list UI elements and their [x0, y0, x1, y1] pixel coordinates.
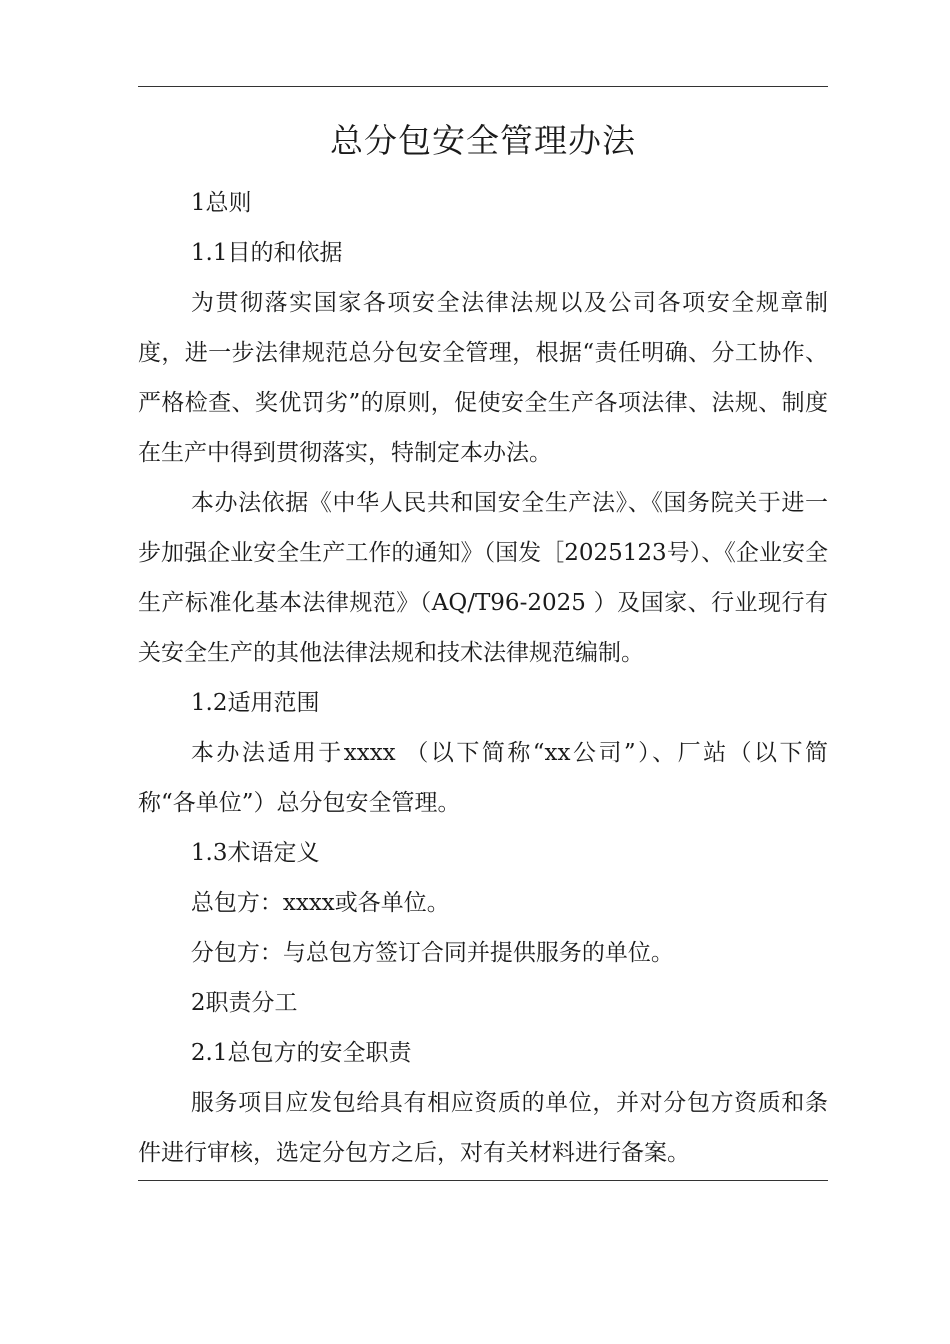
- definition-subcontractor: 分包方：与总包方签订合同并提供服务的单位。: [190, 940, 674, 966]
- paragraph-purpose: 为贯彻落实国家各项安全法律法规以及公司各项安全规章制度，进一步法律规范总分包安全管理，根据“责任明确、分工协作、严格检查、奖优罚劣”的原则，促使安全生产各项法律、法规、制度在生产中得到贯彻落实，特制定本办法。: [138, 290, 828, 466]
- subsection-heading-purpose: 1.1目的和依据: [190, 240, 343, 266]
- paragraph-contractor-duties: 服务项目应发包给具有相应资质的单位，并对分包方资质和条件进行审核，选定分包方之后，对有关材料进行备案。: [138, 1090, 828, 1166]
- subsection-heading-scope: 1.2适用范围: [190, 690, 320, 716]
- bottom-divider: [138, 1180, 828, 1181]
- paragraph-basis: 本办法依据《中华人民共和国安全生产法》、《国务院关于进一步加强企业安全生产工作的通知》（国发［2025123号）、《企业安全生产标准化基本法律规范》（AQ/T96-2025 ）及国家、行业现行有关安全生产的其他法律法规和技术法律规范编制。: [138, 490, 828, 666]
- definition-general-contractor: 总包方：xxxx或各单位。: [190, 890, 450, 916]
- paragraph-scope: 本办法适用于xxxx （以下简称“xx公司”）、厂站（以下简称“各单位”）总分包安全管理。: [138, 740, 828, 816]
- top-divider: [138, 86, 828, 87]
- section-heading-responsibilities: 2职责分工: [190, 990, 298, 1016]
- document-body: [138, 178, 828, 1178]
- subsection-heading-contractor-duties: 2.1总包方的安全职责: [190, 1040, 412, 1066]
- subsection-heading-definitions: 1.3术语定义: [190, 840, 320, 866]
- document-title: 总分包安全管理办法: [330, 121, 636, 160]
- section-heading-general: 1总则: [190, 190, 252, 216]
